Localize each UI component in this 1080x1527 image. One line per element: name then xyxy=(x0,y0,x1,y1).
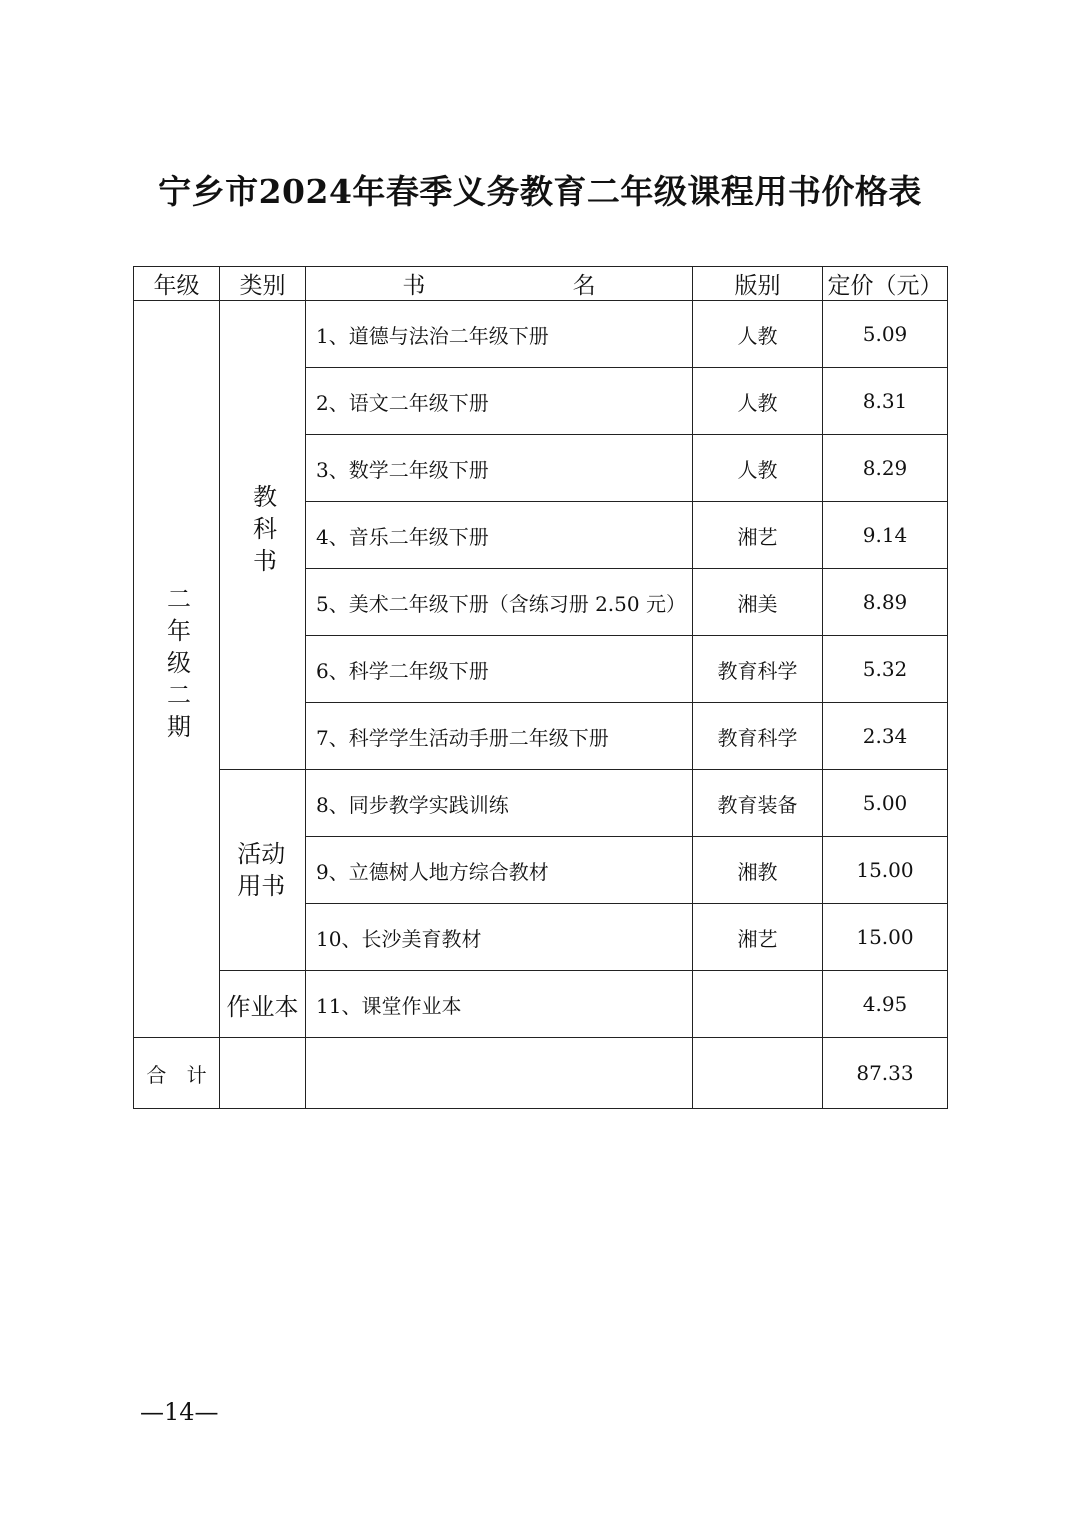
book-name-cell: 11、课堂作业本 xyxy=(306,971,693,1038)
total-row xyxy=(134,1038,948,1109)
publisher-cell: 湘艺 xyxy=(693,502,823,569)
price-cell: 15.00 xyxy=(823,837,948,904)
publisher-cell: 人教 xyxy=(693,435,823,502)
book-name-cell: 8、同步教学实践训练 xyxy=(306,770,693,837)
table-header-row xyxy=(134,267,948,301)
page-number: —14— xyxy=(140,1398,219,1426)
category-cell-workbook: 作业本 xyxy=(220,971,306,1038)
total-empty-cell xyxy=(220,1038,306,1109)
price-cell: 8.29 xyxy=(823,435,948,502)
table-row xyxy=(134,971,948,1038)
price-cell: 9.14 xyxy=(823,502,948,569)
book-name-cell: 5、美术二年级下册（含练习册 2.50 元） xyxy=(306,569,693,636)
header-publisher: 版别 xyxy=(693,267,823,301)
book-name-cell: 3、数学二年级下册 xyxy=(306,435,693,502)
header-category: 类别 xyxy=(220,267,306,301)
total-price: 87.33 xyxy=(823,1038,948,1109)
price-table xyxy=(133,266,948,1109)
publisher-cell: 人教 xyxy=(693,368,823,435)
publisher-cell xyxy=(693,971,823,1038)
book-name-cell: 10、长沙美育教材 xyxy=(306,904,693,971)
category-label: 活动用书 xyxy=(237,839,286,900)
publisher-cell: 教育装备 xyxy=(693,770,823,837)
total-empty-cell xyxy=(693,1038,823,1109)
price-cell: 15.00 xyxy=(823,904,948,971)
price-cell: 4.95 xyxy=(823,971,948,1038)
total-empty-cell xyxy=(306,1038,693,1109)
category-label: 教科书 xyxy=(248,484,277,580)
price-cell: 8.31 xyxy=(823,368,948,435)
table-row xyxy=(134,770,948,837)
book-name-cell: 4、音乐二年级下册 xyxy=(306,502,693,569)
page-title: 宁乡市2024年春季义务教育二年级课程用书价格表 xyxy=(158,172,922,211)
book-name-cell: 7、科学学生活动手册二年级下册 xyxy=(306,703,693,770)
total-label: 合 计 xyxy=(134,1038,220,1109)
grade-label: 二年级二期 xyxy=(162,586,191,746)
category-cell-textbook xyxy=(220,301,306,770)
category-cell-activity xyxy=(220,770,306,971)
publisher-cell: 教育科学 xyxy=(693,703,823,770)
header-grade: 年级 xyxy=(134,267,220,301)
price-cell: 2.34 xyxy=(823,703,948,770)
book-name-cell: 2、语文二年级下册 xyxy=(306,368,693,435)
publisher-cell: 湘美 xyxy=(693,569,823,636)
price-cell: 5.00 xyxy=(823,770,948,837)
price-cell: 8.89 xyxy=(823,569,948,636)
price-cell: 5.09 xyxy=(823,301,948,368)
header-price: 定价（元） xyxy=(823,267,948,301)
publisher-cell: 人教 xyxy=(693,301,823,368)
publisher-cell: 湘教 xyxy=(693,837,823,904)
book-name-cell: 6、科学二年级下册 xyxy=(306,636,693,703)
publisher-cell: 教育科学 xyxy=(693,636,823,703)
book-name-cell: 9、立德树人地方综合教材 xyxy=(306,837,693,904)
grade-cell xyxy=(134,301,220,1038)
table-row xyxy=(134,301,948,368)
price-cell: 5.32 xyxy=(823,636,948,703)
book-name-cell: 1、道德与法治二年级下册 xyxy=(306,301,693,368)
header-book-name: 书 名 xyxy=(306,267,693,301)
publisher-cell: 湘艺 xyxy=(693,904,823,971)
